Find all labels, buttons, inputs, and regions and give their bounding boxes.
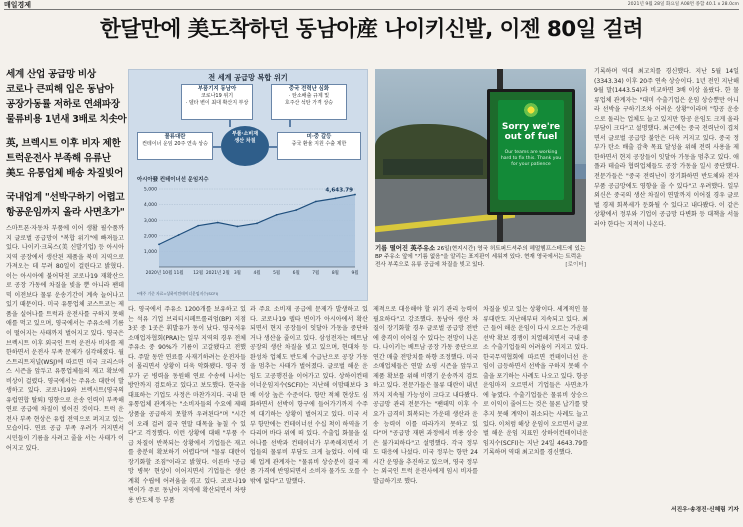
out-of-fuel-sign [487,89,575,215]
infographic [128,69,368,301]
article-text: 과 주요 소비재 공급에 문제가 발생하고 있다. 코로나19 델타 변이가 아시아에서 확산되면서 현지 공장들이 잇달아 가동을 중단하거나 생산을 줄이고 있다. 삼성전자는 베트남 공장의 생산 차질을 빚고 있으며, 현대차 등 완성차 업체도 반도체 수급난으로 공장 가동을 멈추는 사태가 벌어졌다. 글로벌 해운 운임도 고공행진을 이어가고 있다. 상하이컨테이너운임지수(SCFI)는 지난해 이맘때보다 3배 이상 높은 수준이다. 항만 적체 현상도 심화하면서 선박이 항구에 들어가기까지 수주씩 대기하는 상황이 벌어지고 있다. 미국 서부 항만에는 컨테이너선 수십 척이 하역을 기다리며 바다 위에 떠 있다. 수출입 화물을 실어나를 선박과 컨테이너가 부족해지면서 기업들의 물류비 부담도 크게 늘었다. 이에 대해 업계 관계자는 "물류비 상승분이 결국 제품 가격에 반영되면서 소비자 물가도 오를 수밖에 없다"고 말했다. [250,306,368,485]
article-text: 스마트폰·자동차 부품에 이어 생활 필수품까지 글로벌 공급망이 "복합 위기"에 빠져들고 있다. 나이키·크록스(美 신발기업) 등 아시아 지역 공장에서 생산된 제품을 북미 지역으로 가져오는 데 무려 80일이 걸린다고 밝혔다. 이는 아시아에 불어닥친 코로나19 재확산으로 공장 가동에 차질을 빚을 뿐 아니라 팬데믹 이전보다 물류 운송기간이 계속 늘어나고 있기 때문이다. 미국 유통업체 코스트코는 제품을 실어나를 트럭과 운전사를 구하지 못해 애를 먹고 있으며, 영국에서는 주유소에 기름이 떨어지는 사태까지 벌어지고 있다. 영국은 브렉시트 이후 외국인 트럭 운전사 비자를 제한하면서 운전사 부족 문제가 심각해졌다. 월스트리트저널(WSJ)에 따르면 미국 크리스마스 시즌을 앞두고 유통업체들의 재고 확보에 비상이 걸렸다. 영국에서는 주유소 대란이 발생하고 있다. 코로나19와 브렉시트(영국의 유럽연합 탈퇴) 영향으로 운송 인력이 부족해 연료 공급에 차질이 빚어진 것이다. 트럭 운전사 부족 현상은 유럽 전역으로 퍼지고 있는 모습이다. 연료 공급 부족 우려가 커지면서 시민들이 기름을 사려고 줄을 서는 사태가 이어지고 있다. [6,225,124,452]
byline: 서진우·송경진·신혜림 기자 [670,507,739,513]
sign-line: out of fuel [504,132,558,142]
subhead-line: 코로나 큰피해 입은 동남아 [6,84,114,95]
chart-xtick-label: 2020년 10월 [145,271,173,276]
chart-title: 아시아發 컨테이너선 운임지수 [137,177,209,183]
arrow-connector [289,120,291,127]
photo-credit: [로이터] [565,262,586,269]
article-text: 차질을 빚고 있는 상황이다. 세계적인 물류대란도 지난해부터 지속되고 있다. 최근 들어 해운 운임이 다시 오르는 가운데 선박 확보 경쟁이 치열해지면서 국내 중소 수출기업들의 어려움이 커지고 있다. 한국무역협회에 따르면 컨테이너선 운임이 급등하면서 선박을 구하지 못해 수출을 포기하는 사례도 나오고 있다. 항공 운임마저 오르면서 기업들은 사면초가에 놓였다. 수출기업들은 물류비 상승으로 이익이 줄어드는 것은 물론 납기를 맞추지 못해 계약이 취소되는 사례도 늘고 있다. 이처럼 해상 운임이 오르면서 글로벌 해운 운임 지표인 상하이컨테이너운임지수(SCFI)는 지난 24일 4643.79를 기록하며 역대 최고치를 경신했다. [483,306,588,457]
subhead-line: 국내업계 "선박구하기 어렵고 [6,192,125,203]
arrow-connector [229,120,231,127]
chart-point [217,222,219,224]
article-column-4 [373,305,478,520]
subhead-line: 트럭운전사 부족해 유류난 [6,153,111,164]
subhead-line: 물류비용 1년새 3배로 치솟아 [6,114,127,125]
arrow-connector [269,146,277,148]
article-column-1 [6,224,124,520]
chart-xtick-label: 7월 [312,271,320,276]
subhead-group-2 [6,136,124,181]
article-column-6 [594,67,739,501]
subhead-group-3 [6,190,124,220]
box-text: 호주산 석탄 가격 상승 [284,100,334,106]
chart-ytick-label: 2,000 [143,234,157,240]
chart-ytick-label: 3,000 [143,218,157,224]
southeast-asia-box [181,84,253,120]
chart-point [237,226,239,228]
article-column-2 [128,305,246,520]
chart-xtick-label: 4월 [253,271,261,276]
chart-point [295,209,297,211]
chart-point [178,234,180,236]
chart-point [256,222,258,224]
chart-ytick-label: 5,000 [143,187,157,193]
sign-subtext: Our teams are working hard to fix this. Thank you for your patience [500,150,562,167]
box-heading: 중국 전력난 심화 [288,86,330,92]
subhead-line: 英, 브렉시트 이후 비자 제한 [6,138,121,149]
center-text: 생산 차질 [234,138,256,144]
box-text: 중국 환율 지원 수출 제한 [291,141,347,147]
subhead-line: 美도 유통업체 배송 차질빚어 [6,168,124,179]
infographic-title: 전 세계 공급망 복합 위기 [208,73,288,82]
chart-ytick-label: 1,000 [143,250,157,255]
chart-xtick-label: 11월 [173,271,184,276]
headline: 한달만에 美도착하던 동남아産 나이키신발, 이젠 80일 걸려 [100,17,643,42]
chart-point [335,197,337,199]
chart-xtick-label: 2021년 2월 [205,271,230,276]
chart-xtick-label: 6월 [292,271,300,276]
caption-lead: 기름 떨어진 英주유소 [375,244,436,252]
chart-xtick-label: 3월 [233,271,241,276]
chart-point [158,243,160,245]
freight-index-chart [133,183,365,285]
photo-fuel-station [383,159,483,175]
article-text: 기록하며 역대 최고치를 경신했다. 지난 5월 14일(3343.34) 이후 20주 연속 상승이다. 1년 전인 지난해 9월 말(1443.54)과 비교하면 3배 이상 올랐다. 한 물류업체 관계자는 "대미 수출기업은 운임 상승뿐만 아니라 선박을 구하기조차 어려운 상황"이라며 "항공 운송으로 돌리는 업체도 늘고 있지만 항공 운임도 크게 올라 부담이 크다"고 설명했다. 최근에는 중국 전력난이 겹치면서 글로벌 공급망 불안은 더욱 커지고 있다. 중국 정부가 탄소 배출 감축 목표 달성을 위해 전력 사용을 제한하면서 현지 공장들이 잇달아 가동을 멈추고 있다. 애플과 테슬라 협력업체들도 공장 가동을 일시 중단했다. 전문가들은 "중국 전력난이 장기화하면 반도체와 전자부품 공급망에도 영향을 줄 수 있다"고 우려했다. 일부 외신은 중국의 생산 차질이 연말까지 이어질 경우 글로벌 경제 회복세가 둔화될 수 있다고 내다봤다. 이 같은 상황에서 정부와 기업이 공급망 다변화 등 대책을 서둘러야 한다는 지적이 나온다. [594,68,739,228]
box-heading: 물류대란 [164,134,186,140]
subhead-group-1 [6,67,127,127]
box-text: 컨테이너 운임 20주 연속 상승 [142,141,208,147]
box-heading: 부품기지 동남아 [197,86,237,92]
box-heading: 미·중 갈등 [306,134,332,140]
newspaper-name: 매일경제 [4,1,32,9]
box-text: · 델타 변이 최대 확산지 부상 [185,100,249,106]
box-text: · 탄소배출 규제 및 [288,93,330,99]
article-text: 다. 영국에서 주유소 1200개를 보유하고 있는 석유 기업 브리티시페트롤리엄(BP) 지점 3곳 중 1곳은 휘발유가 동이 났다. 영국석유소매업자협회(PRA)는 일부 지역의 경우 전체 주유소 중 90%가 기름이 고갈됐다고 전했다. 주말 동안 연료를 사재기하려는 운전자들이 몰리면서 상황이 더욱 악화됐다. 영국 정부가 군 병력을 동원해 연료 수송에 나서는 방안까지 검토하고 있다고 보도했다. 한국을 대표하는 기업도 사정은 마찬가지다. 국내 한 유통업체 관계자는 "소비자들의 수요에 제때 상품을 공급하지 못할까 우려된다"며 "시간이 오래 걸려 결국 연말 대목을 놓칠 수 있다"고 걱정했다. 이런 상황에 대해 "부품 수급 차질이 반복되는 상황에서 기업들은 재고를 충분히 확보하기 어렵다"며 "물류 대란이 장기화할 조짐"이라고 밝혔다. 이른바 '공급망 병목' 현상이 이어지면서 기업들은 생산 계획 수립에 어려움을 겪고 있다. 코로나19 변이가 주로 동남아 지역에 확산되면서 차량용 반도체 등 부품 [128,306,246,504]
chart-ytick-label: 4,000 [143,203,157,209]
sign-line: Sorry we're [501,122,561,132]
chart-xtick-label: 12월 [193,271,204,276]
center-text: 부품·소비재 [231,131,259,137]
dateline: 2021년 9월 28일 화요일 A08면 종합 40.1 x 28.0cm [627,2,739,7]
chart-point [354,194,356,196]
subhead-line: 세계 산업 공급망 비상 [6,69,96,80]
article-column-5 [483,305,588,520]
subheads [6,67,127,229]
chart-xtick-label: 9월 [351,271,359,276]
top-rule [4,9,739,10]
chart-point [197,225,199,227]
sign-headline [500,122,562,142]
china-power-box [271,84,347,120]
logistics-box [137,132,213,160]
chart-xtick-label: 8월 [331,271,339,276]
article-column-3 [250,305,368,520]
us-china-box [277,132,361,160]
production-disruption-circle [221,126,269,166]
subhead-line: 항공운임까지 올라 사면초가" [6,207,125,218]
chart-xtick-label: 5월 [273,271,281,276]
photo-caption [375,244,586,270]
box-text: 코로나19 위기 [200,93,234,99]
chart-point [276,214,278,216]
chart-last-value-label: 4,643.79 [325,187,353,194]
subhead-line: 공장가동률 저하로 연쇄파장 [6,99,120,110]
chart-note: *매주 기준 자료=상하이컨테이너운임지수(SCFI) [137,291,219,296]
arrow-connector [213,146,221,148]
bp-logo-icon [522,103,540,117]
caption-body: 26일(현지시간) 영국 허트퍼드셔주의 헤멀헴프스테드에 있는 BP 주유소 앞에 "기름 없음"을 알리는 표지판이 세워져 있다. 현재 영국에서는 트럭운전사 부족으로 유류 공급에 차질을 빚고 있다. [375,246,586,269]
news-photo [375,69,586,242]
chart-point [315,201,317,203]
article-text: 제적으로 대응해야 할 위기 관리 능력이 필요하다"고 강조했다. 동남아 생산 차질이 장기화할 경우 글로벌 공급망 전반에 충격이 이어질 수 있다는 전망이 나온다. 나이키는 베트남 공장 가동 중단으로 연간 매출 전망치를 하향 조정했다. 미국 소매업체들은 연말 쇼핑 시즌을 앞두고 제품 확보를 위해 비행기 운송까지 검토하고 있다. 전문가들은 물류 대란이 내년까지 지속될 가능성이 크다고 내다봤다. 공급망 관리 전문가는 "팬데믹 이후 수요가 급격히 회복되는 가운데 생산과 운송 능력이 이를 따라가지 못하고 있다"며 "공급망 재편 과정에서 비용 상승은 불가피하다"고 설명했다. 각국 정부도 대응에 나섰다. 미국 정부는 항만 24시간 운영을 추진하고 있으며, 영국 정부는 외국인 트럭 운전사에게 임시 비자를 발급하기로 했다. [373,306,478,485]
